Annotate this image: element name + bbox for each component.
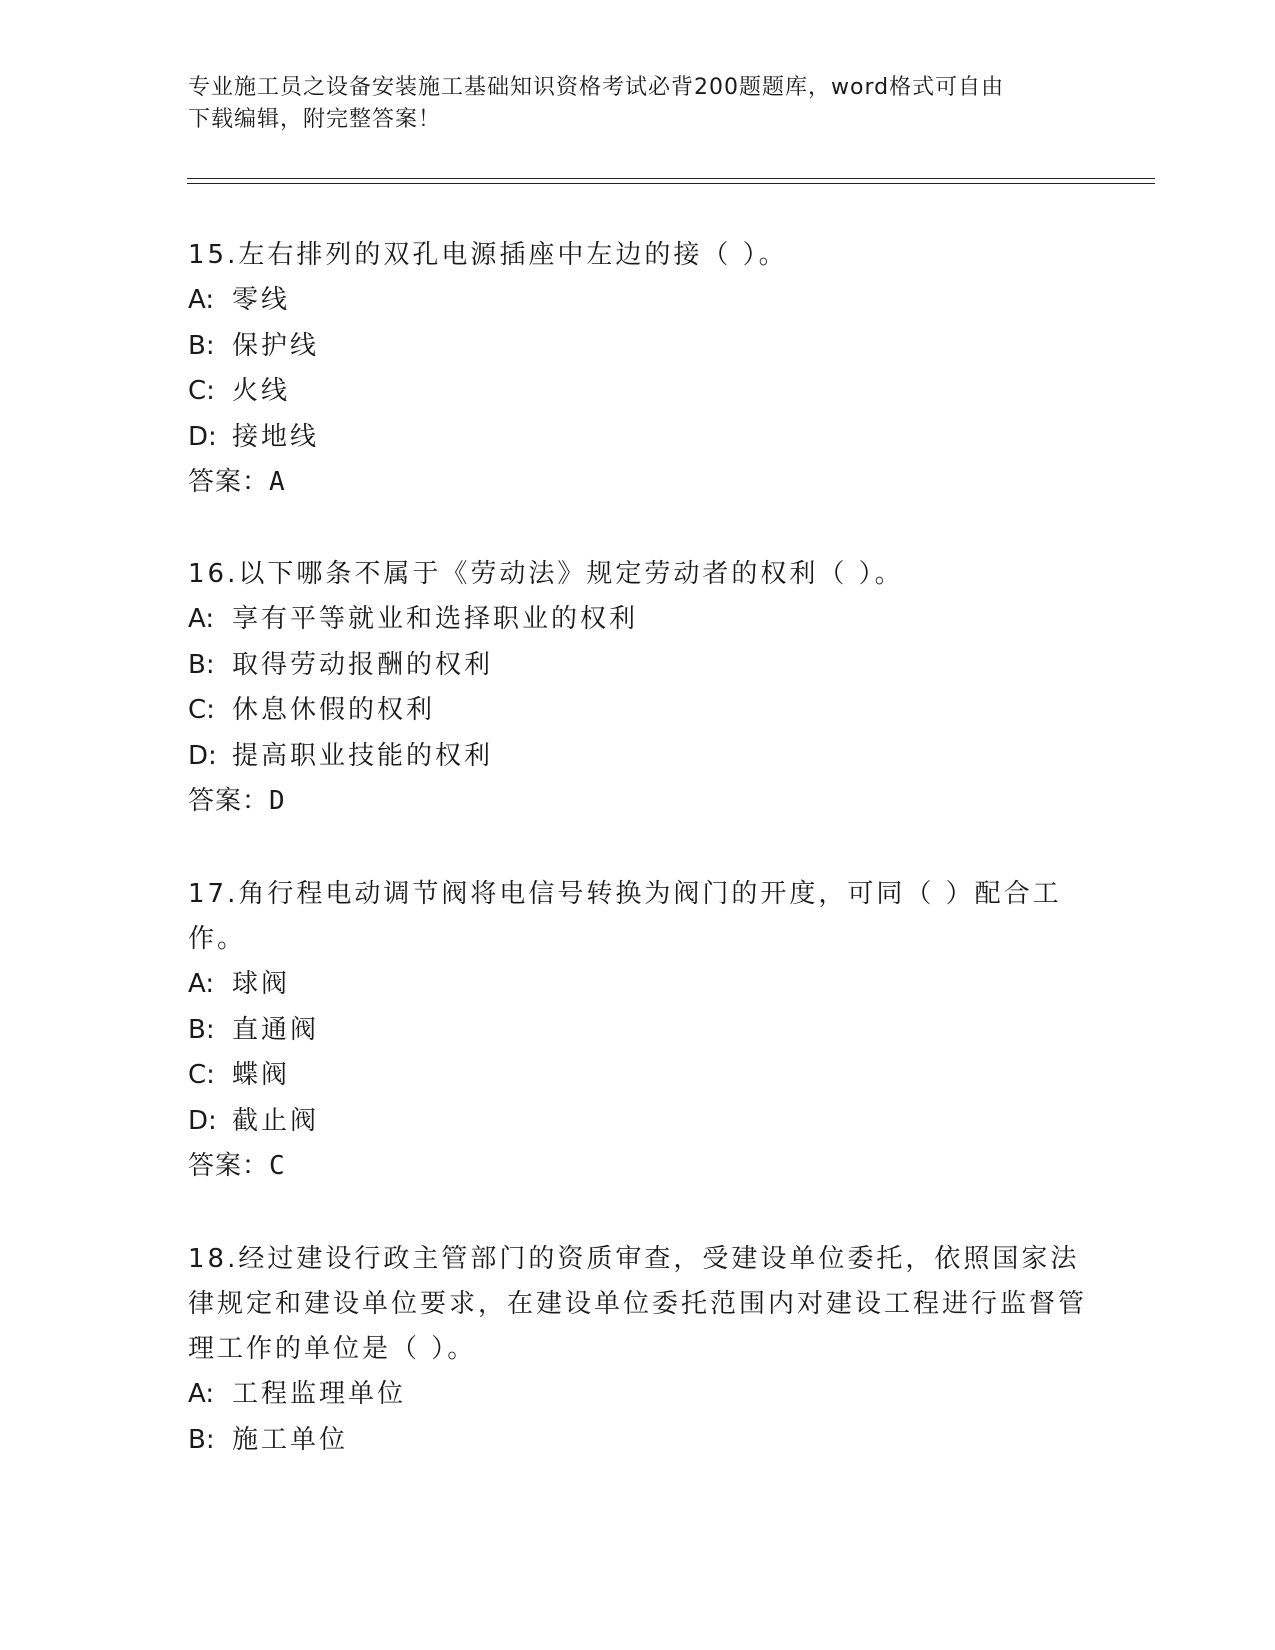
option-letter: B: — [188, 1424, 215, 1455]
option-text: 休息休假的权利 — [232, 695, 436, 725]
answer-label: 答案： — [188, 467, 270, 497]
question-15 — [188, 233, 1088, 506]
option-letter: C: — [188, 376, 215, 406]
option-text: 零线 — [232, 285, 291, 315]
option-text: 取得劳动报酬的权利 — [232, 649, 494, 680]
option-text: 球阀 — [232, 969, 291, 999]
option-letter: C: — [188, 695, 215, 725]
answer-line — [188, 1144, 1088, 1190]
option-text: 接地线 — [232, 421, 320, 452]
question-title: 18.经过建设行政主管部门的资质审查，受建设单位委托，依照国家法律规定和建设单位要求，在建设单位委托范围内对建设工程进行监督管理工作的单位是（ ）。 — [188, 1244, 1088, 1364]
option-b — [188, 324, 1088, 370]
answer-value: D — [269, 786, 286, 816]
option-letter: A: — [188, 969, 215, 999]
option-text: 享有平等就业和选择职业的权利 — [232, 604, 639, 634]
answer-value: A — [269, 467, 286, 497]
option-letter: B: — [188, 649, 215, 680]
option-a — [188, 962, 1088, 1008]
option-letter: D: — [188, 421, 217, 452]
option-letter: A: — [188, 1379, 215, 1409]
header-line-1: 专业施工员之设备安装施工基础知识资格考试必背200题题库，word格式可自由 — [188, 75, 1005, 100]
option-text: 直通阀 — [232, 1014, 320, 1045]
question-title: 16.以下哪条不属于《劳动法》规定劳动者的权利（ ）。 — [188, 559, 904, 589]
question-title: 17.角行程电动调节阀将电信号转换为阀门的开度，可同（ ）配合工作。 — [188, 879, 1062, 954]
option-c — [188, 369, 1088, 415]
question-title: 15.左右排列的双孔电源插座中左边的接（ ）。 — [188, 240, 788, 270]
option-b — [188, 1008, 1088, 1054]
option-letter: D: — [188, 740, 217, 771]
option-text: 施工单位 — [232, 1424, 349, 1455]
header-line-2: 下载编辑，附完整答案！ — [188, 107, 442, 132]
option-letter: B: — [188, 330, 215, 361]
header-divider-top — [187, 178, 1155, 179]
answer-label: 答案： — [188, 1151, 270, 1181]
header-divider-bottom — [187, 183, 1155, 184]
option-a — [188, 278, 1088, 324]
option-c — [188, 688, 1088, 734]
option-text: 工程监理单位 — [232, 1379, 407, 1409]
answer-value: C — [269, 1151, 286, 1181]
option-d — [188, 415, 1088, 461]
option-d — [188, 734, 1088, 780]
option-text: 蝶阀 — [232, 1060, 291, 1090]
document-header — [188, 72, 1088, 136]
question-18 — [188, 1237, 1088, 1463]
option-d — [188, 1099, 1088, 1145]
option-a — [188, 1372, 1088, 1418]
answer-line — [188, 460, 1088, 506]
option-letter: B: — [188, 1014, 215, 1045]
option-text: 火线 — [232, 376, 291, 406]
question-17 — [188, 872, 1088, 1190]
option-text: 截止阀 — [232, 1105, 320, 1136]
answer-line — [188, 779, 1088, 825]
option-letter: A: — [188, 604, 215, 634]
option-letter: C: — [188, 1060, 215, 1090]
option-b — [188, 1418, 1088, 1464]
option-a — [188, 597, 1088, 643]
option-c — [188, 1053, 1088, 1099]
question-16 — [188, 552, 1088, 825]
option-letter: D: — [188, 1105, 217, 1136]
option-text: 保护线 — [232, 330, 320, 361]
option-text: 提高职业技能的权利 — [232, 740, 494, 771]
option-b — [188, 643, 1088, 689]
option-letter: A: — [188, 285, 215, 315]
answer-label: 答案： — [188, 786, 270, 816]
